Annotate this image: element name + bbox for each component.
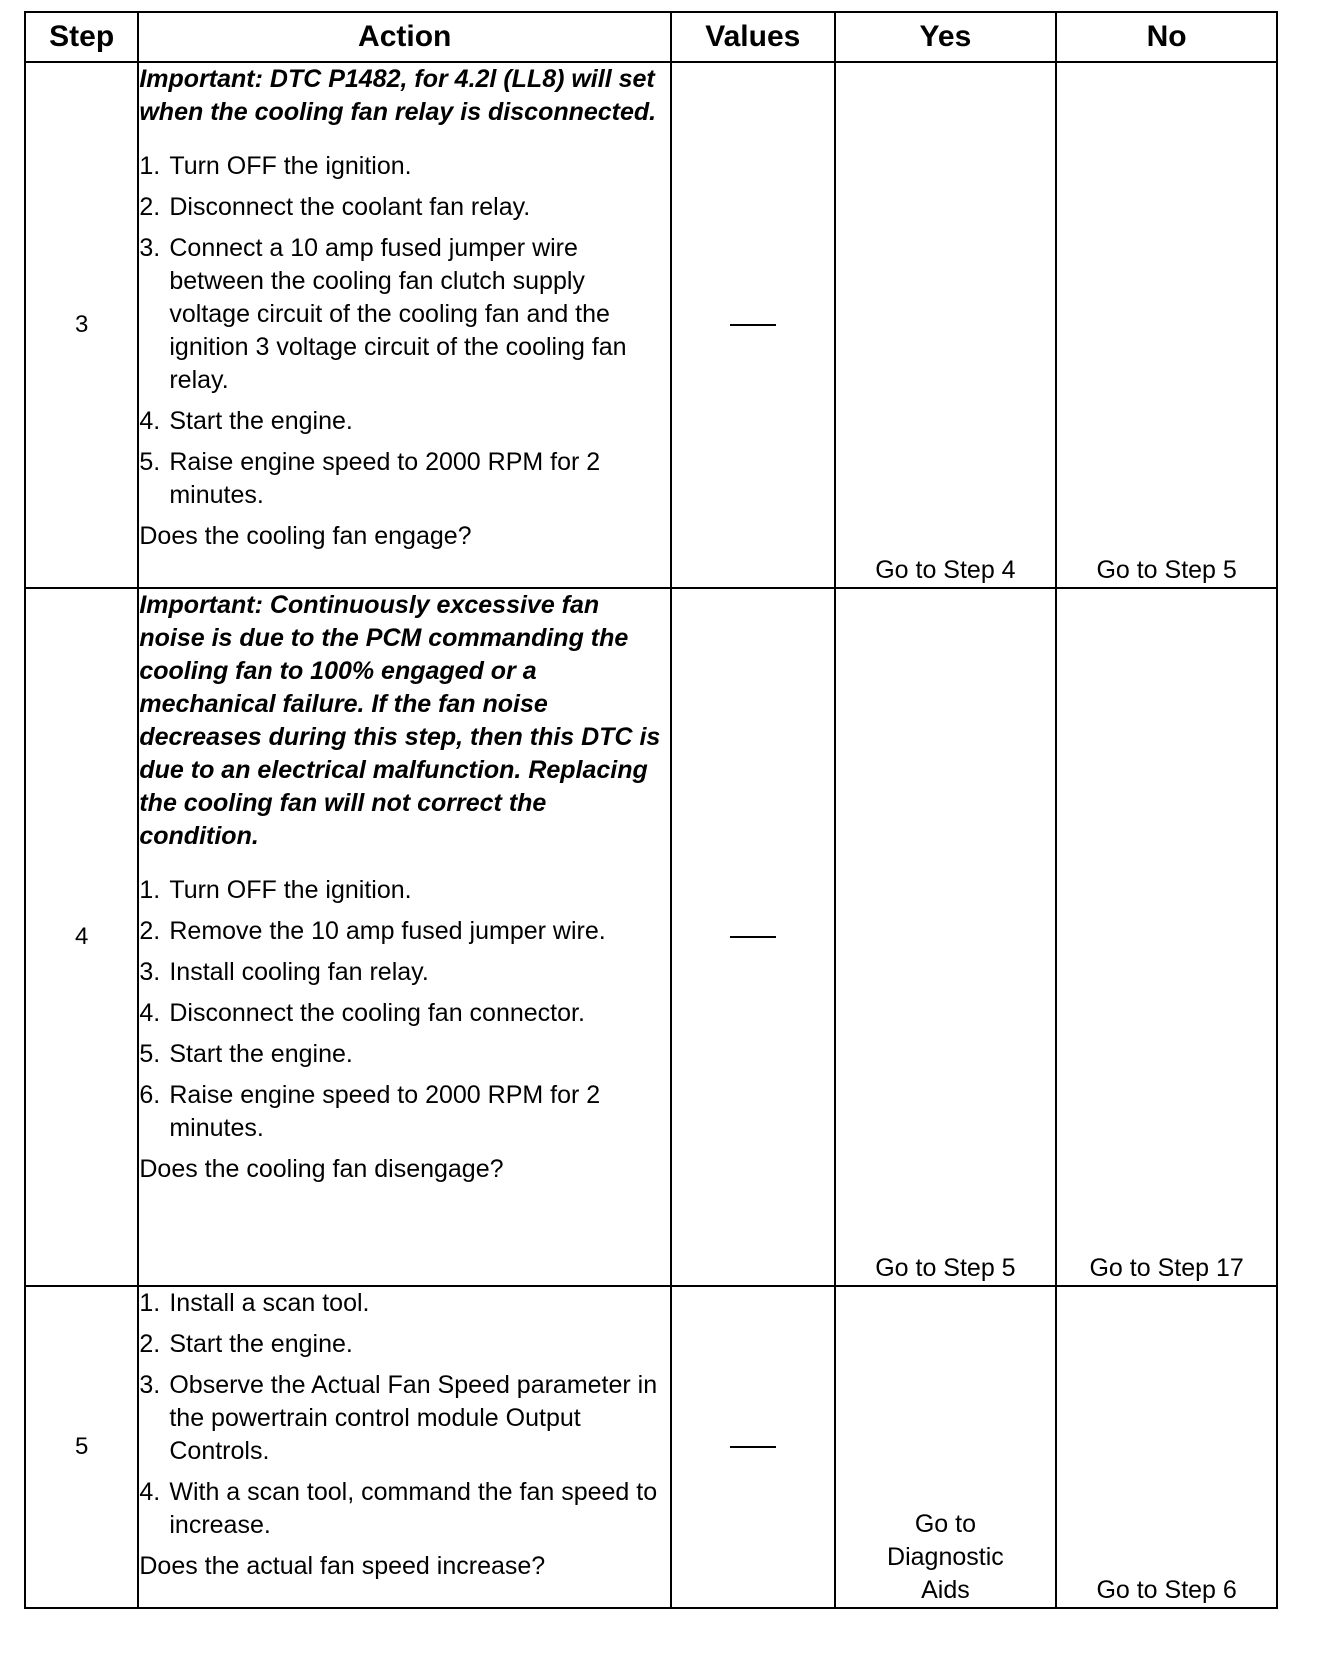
table-header-row bbox=[25, 12, 1277, 62]
list-item bbox=[139, 1369, 670, 1468]
item-text: Remove the 10 amp fused jumper wire. bbox=[169, 917, 606, 945]
item-text: Connect a 10 amp fused jumper wire between the cooling fan clutch supply voltage circuit of the cooling fan and the ignition 3 voltage circuit of the cooling fan relay. bbox=[169, 234, 627, 394]
header-values: Values bbox=[671, 12, 835, 62]
item-number: 4. bbox=[139, 999, 161, 1027]
item-number: 6. bbox=[139, 1081, 161, 1109]
question: Does the cooling fan disengage? bbox=[139, 1155, 504, 1183]
step-number: 5 bbox=[25, 1286, 138, 1608]
dash-mark bbox=[730, 1446, 776, 1448]
question: Does the actual fan speed increase? bbox=[139, 1552, 546, 1580]
question: Does the cooling fan engage? bbox=[139, 522, 472, 550]
header-no: No bbox=[1056, 12, 1277, 62]
item-number: 2. bbox=[139, 917, 161, 945]
yes-cell: Go to Step 5 bbox=[835, 588, 1057, 1286]
table-row bbox=[25, 62, 1277, 588]
list-item bbox=[139, 915, 670, 948]
header-action: Action bbox=[138, 12, 671, 62]
no-cell: Go to Step 5 bbox=[1056, 62, 1277, 588]
item-text: Start the engine. bbox=[169, 407, 353, 435]
list-item bbox=[139, 1328, 670, 1361]
item-text: Install a scan tool. bbox=[169, 1289, 370, 1317]
action-steps bbox=[139, 1287, 670, 1542]
item-number: 4. bbox=[139, 407, 161, 435]
dash-mark bbox=[730, 324, 776, 326]
action-cell bbox=[138, 588, 671, 1286]
item-text: Raise engine speed to 2000 RPM for 2 minutes. bbox=[169, 1081, 601, 1142]
item-text: Disconnect the cooling fan connector. bbox=[169, 999, 585, 1027]
item-number: 2. bbox=[139, 1330, 161, 1358]
action-cell bbox=[138, 1286, 671, 1608]
diagnostic-table bbox=[24, 11, 1278, 1609]
yes-cell bbox=[835, 1286, 1057, 1608]
item-text: Turn OFF the ignition. bbox=[169, 876, 412, 904]
table-row bbox=[25, 588, 1277, 1286]
yes-cell: Go to Step 4 bbox=[835, 62, 1057, 588]
list-item bbox=[139, 997, 670, 1030]
important-note: Important: DTC P1482, for 4.2l (LL8) will set when the cooling fan relay is disconnected. bbox=[139, 65, 657, 126]
yes-line: Go to bbox=[914, 1510, 976, 1538]
important-note: Important: Continuously excessive fan noise is due to the PCM commanding the cooling fan to 100% engaged or a mechanical failure. If the fan noise decreases during this step, then this DTC is due to an electrical malfunction. Replacing the cooling fan will not correct the condition. bbox=[139, 591, 661, 850]
list-item bbox=[139, 232, 670, 397]
item-number: 3. bbox=[139, 958, 161, 986]
item-number: 2. bbox=[139, 193, 161, 221]
list-item bbox=[139, 405, 670, 438]
values-cell bbox=[671, 588, 835, 1286]
item-number: 5. bbox=[139, 448, 161, 476]
item-number: 1. bbox=[139, 876, 161, 904]
list-item bbox=[139, 150, 670, 183]
yes-line: Diagnostic bbox=[887, 1543, 1004, 1571]
list-item bbox=[139, 874, 670, 907]
list-item bbox=[139, 1476, 670, 1542]
item-text: With a scan tool, command the fan speed to increase. bbox=[169, 1478, 658, 1539]
header-yes: Yes bbox=[835, 12, 1057, 62]
step-number: 3 bbox=[25, 62, 138, 588]
action-cell bbox=[138, 62, 671, 588]
item-number: 3. bbox=[139, 234, 161, 262]
list-item bbox=[139, 1287, 670, 1320]
header-step: Step bbox=[25, 12, 138, 62]
item-text: Disconnect the coolant fan relay. bbox=[169, 193, 531, 221]
list-item bbox=[139, 956, 670, 989]
item-text: Observe the Actual Fan Speed parameter in the powertrain control module Output Controls. bbox=[169, 1371, 658, 1465]
step-number: 4 bbox=[25, 588, 138, 1286]
dash-mark bbox=[730, 936, 776, 938]
item-text: Start the engine. bbox=[169, 1330, 353, 1358]
item-text: Start the engine. bbox=[169, 1040, 353, 1068]
item-number: 3. bbox=[139, 1371, 161, 1399]
item-number: 1. bbox=[139, 152, 161, 180]
action-steps bbox=[139, 874, 670, 1145]
action-steps bbox=[139, 150, 670, 512]
item-text: Install cooling fan relay. bbox=[169, 958, 429, 986]
list-item bbox=[139, 191, 670, 224]
item-number: 5. bbox=[139, 1040, 161, 1068]
item-number: 4. bbox=[139, 1478, 161, 1506]
item-text: Turn OFF the ignition. bbox=[169, 152, 412, 180]
list-item bbox=[139, 446, 670, 512]
table-row bbox=[25, 1286, 1277, 1608]
values-cell bbox=[671, 1286, 835, 1608]
yes-line: Aids bbox=[921, 1576, 970, 1604]
list-item bbox=[139, 1079, 670, 1145]
no-cell: Go to Step 6 bbox=[1056, 1286, 1277, 1608]
item-text: Raise engine speed to 2000 RPM for 2 minutes. bbox=[169, 448, 601, 509]
list-item bbox=[139, 1038, 670, 1071]
values-cell bbox=[671, 62, 835, 588]
no-cell: Go to Step 17 bbox=[1056, 588, 1277, 1286]
item-number: 1. bbox=[139, 1289, 161, 1317]
